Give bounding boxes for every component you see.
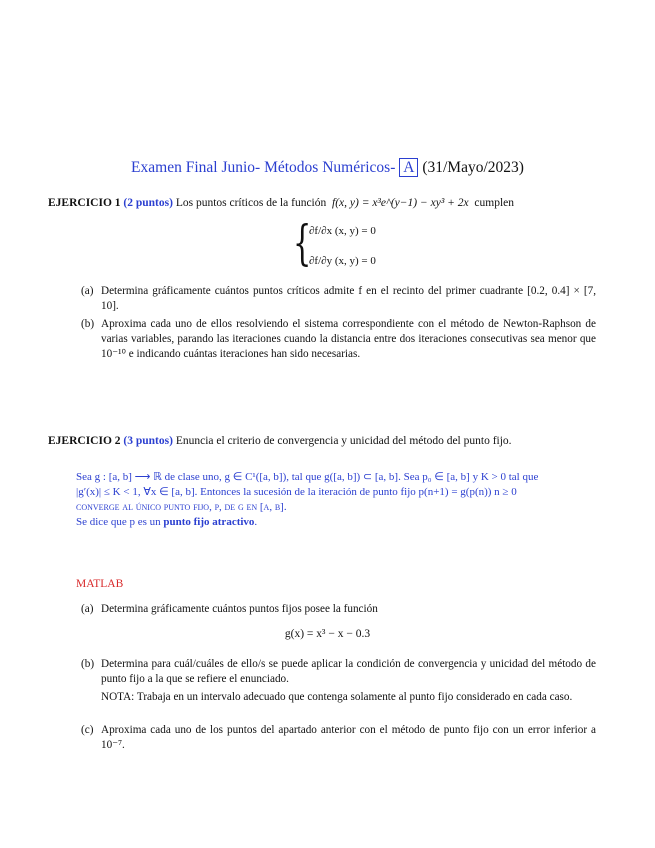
ex1-item-a [81, 284, 596, 314]
item-note: NOTA: Trabaja en un intervalo adecuado que contenga solamente al punto fijo considerado en cada caso. [101, 691, 573, 703]
ex1-eq1: ∂f/∂x (x, y) = 0 [309, 225, 376, 237]
g-function: g(x) = x³ − x − 0.3 [284, 628, 371, 640]
ex2-item-c [81, 723, 596, 753]
ex1-system [293, 215, 413, 273]
system-brace: { [293, 215, 312, 271]
ex1-heading [48, 197, 608, 209]
ex1-statement-prefix: Los puntos críticos de la función [175, 197, 327, 209]
ex1-item-b [81, 317, 596, 362]
item-text: Aproxima cada uno de ellos resolviendo el sistema correspondiente con el método de Newton-Raphson de varias variables, parando las iteraciones cuando la distancia entre dos iteraciones consecutivas sea menor que 10⁻¹⁰ e indicando cuántas iteraciones han sido necesarias. [101, 318, 596, 360]
ex2-statement: Enuncia el criterio de convergencia y unicidad del método del punto fijo. [175, 435, 512, 447]
item-label: (b) [81, 658, 95, 670]
exam-title [0, 159, 655, 177]
exam-version-box: A [399, 158, 418, 177]
item-label: (a) [81, 285, 94, 297]
ex2-points: (3 puntos) [123, 435, 173, 447]
item-label: (a) [81, 603, 94, 615]
item-text: Determina gráficamente cuántos puntos fijos posee la función [101, 603, 378, 615]
theorem-attractive: punto fijo atractivo [163, 516, 255, 528]
ex2-label: EJERCICIO 2 [48, 435, 121, 447]
ex1-label: EJERCICIO 1 [48, 197, 121, 209]
item-text: Determina para cuál/cuáles de ello/s se puede aplicar la condición de convergencia y unicidad del método de punto fijo a la que se refiere el enunciado. [101, 658, 596, 685]
theorem-line-4: Se dice que p es un punto fijo atractivo. [76, 516, 258, 528]
ex2-item-a [81, 602, 596, 617]
theorem-line-2: |g′(x)| ≤ K < 1, ∀x ∈ [a, b]. Entonces la sucesión de la iteración de punto fijo p(n+1) = g(p(n)) n ≥ 0 [76, 486, 517, 498]
fixed-point-theorem [76, 470, 596, 530]
ex1-statement-suffix: cumplen [474, 197, 514, 209]
theorem-line-3: converge al único punto fijo, p, de g en [a, b]. [76, 501, 287, 513]
item-label: (c) [81, 724, 94, 736]
ex1-points: (2 puntos) [123, 197, 173, 209]
exam-title-main: Examen Final Junio- Métodos Numéricos- [131, 159, 396, 176]
ex2-item-b [81, 657, 596, 705]
item-label: (b) [81, 318, 95, 330]
ex1-eq2: ∂f/∂y (x, y) = 0 [309, 255, 376, 267]
item-text: Determina gráficamente cuántos puntos críticos admite f en el recinto del primer cuadrante [0.2, 0.4] × [7, 10]. [101, 285, 596, 312]
item-text: Aproxima cada uno de los puntos del apartado anterior con el método de punto fijo con un error inferior a 10⁻⁷. [101, 724, 596, 751]
ex2-heading [48, 435, 608, 447]
ex1-function: f(x, y) = x³e^(y−1) − xy³ + 2x [332, 197, 469, 209]
theorem-line-1: Sea g : [a, b] ⟶ ℝ de clase uno, g ∈ C¹([a, b]), tal que g([a, b]) ⊂ [a, b]. Sea p₀ ∈ [a, b] y K > 0 tal que [76, 471, 539, 483]
matlab-label: MATLAB [76, 578, 124, 590]
exam-date: (31/Mayo/2023) [422, 159, 524, 176]
theorem-line-4-prefix: Se dice que p es un [76, 516, 161, 528]
